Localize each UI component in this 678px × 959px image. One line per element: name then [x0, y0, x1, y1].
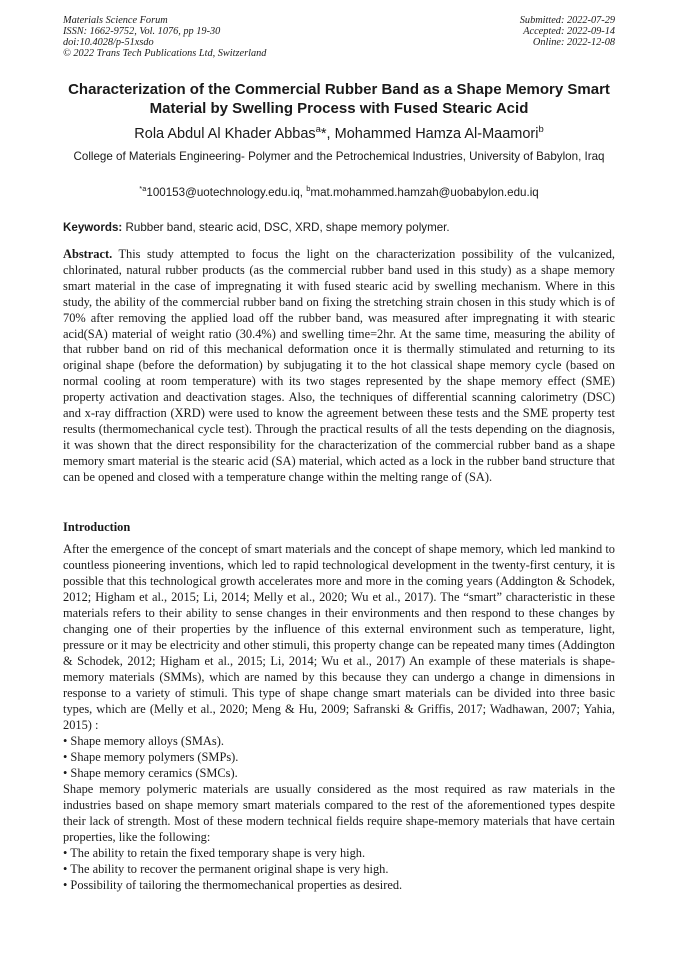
email-a[interactable]: 100153@uotechnology.edu.iq,: [146, 186, 307, 199]
list-item: • Shape memory ceramics (SMCs).: [63, 766, 238, 780]
email-b[interactable]: mat.mohammed.hamzah@uobabylon.edu.iq: [310, 186, 539, 199]
author-line: [40, 125, 638, 143]
journal-name: Materials Science Forum: [63, 15, 168, 26]
keywords-text: Rubber band, stearic acid, DSC, XRD, shape memory polymer.: [122, 221, 450, 234]
journal-info: [63, 15, 266, 59]
date-submitted: Submitted: 2022-07-29: [519, 15, 615, 26]
journal-issn: ISSN: 1662-9752, Vol. 1076, pp 19-30: [63, 26, 221, 37]
abstract-text: This study attempted to focus the light on the characterization possibility of the vulcanized, chlorinated, natural rubber products (as the commercial rubber band used in this study) as a shape memory smart material in the case of impregnating it with fused stearic acid by swelling mechanism. Where in this study, the ability of the commercial rubber band on fixing the stretching strain chosen in this study which is of 70% after removing the applied load off the rubber band, was measured after impregnating it with stearic acid(SA) material of weight ratio (30.4%) and swelling time=2hr. At the same time, measuring the ability of that rubber band on rid of this mechanical deformation once it is thermally stimulated and returning to its original shape (before the deformation) by subjugating it to the hot classical shape memory cycle (based on normal cooling at room temperature) with its two stages represented by the shape memory effect (SME) property activation and deactivation stages. Also, the techniques of differential scanning calorimetry (DSC) and x-ray diffraction (XRD) were used to know the agreement between these tests and the SME property test results (thermomechanical cycle test). Through the practical results of all the tests depending on the diagnosis, it was shown that the direct responsibility for the characterization of the commercial rubber band as a shape memory smart material is the stearic acid (SA) material, which acted as a lock in the rubber band structure that can be opened and closed with a temperature change within the melting range of (SA).: [63, 247, 615, 484]
email-star: *: [139, 184, 143, 194]
email-a-marker: a: [142, 184, 147, 194]
date-accepted: Accepted: 2022-09-14: [523, 26, 615, 37]
email-line: [40, 185, 638, 200]
page-header: [63, 15, 615, 63]
journal-doi[interactable]: doi:10.4028/p-51xsdo: [63, 37, 154, 48]
list-item: • The ability to recover the permanent original shape is very high.: [63, 862, 389, 876]
list-item: • Shape memory polymers (SMPs).: [63, 750, 239, 764]
author-1: Rola Abdul Al Khader Abbas: [134, 126, 316, 142]
affiliation: College of Materials Engineering- Polymer and the Petrochemical Industries, University of Babylon, Iraq: [73, 150, 605, 163]
date-online: Online: 2022-12-08: [532, 37, 615, 48]
list-item: • The ability to retain the fixed temporary shape is very high.: [63, 846, 366, 860]
list-item: • Shape memory alloys (SMAs).: [63, 734, 224, 748]
list-item: • Possibility of tailoring the thermomechanical properties as desired.: [63, 878, 403, 892]
publication-dates: [520, 15, 615, 48]
intro-paragraph-1: After the emergence of the concept of smart materials and the concept of shape memory, which led mankind to countless pioneering inventions, which led to rapid technological development in the twenty-first century, it is possible that this technological growth accelerates more and more in the coming years (Addington & Schodek, 2012; Higham et al., 2015; Li, 2014; Melly et al., 2020; Wu et al., 2017). The “smart” characteristic in these materials refers to their ability to sense changes in their environments and then respond to these changes by changing one of their properties by the influence of this external environment such as temperature, light, pressure or it may be electricity and other stimuli, this property change can be repeated many times (Addington & Schodek, 2012; Higham et al., 2015; Li, 2014; Wu et al., 2017) An example of these materials is shape-memory materials (SMMs), which are named by this because they can undergo a change in dimensions in response to a variety of stimuli. This type of shape change smart materials can be divided into three basic types, which are (Melly et al., 2020; Meng & Hu, 2009; Safranski & Griffis, 2017; Wadhawan, 2007; Yahia, 2015) :: [63, 542, 615, 732]
keywords: [63, 220, 615, 235]
keywords-label: Keywords:: [63, 221, 123, 234]
author-1-affil: a: [315, 123, 321, 135]
intro-paragraph-2: Shape memory polymeric materials are usually considered as the most required as raw materials in the industries based on shape memory smart materials compared to the rest of the aforementioned types despite their lack of strength. Most of these modern technical fields require shape-memory materials that have certain properties, like the following:: [63, 782, 615, 844]
abstract: [63, 247, 615, 486]
author-2-affil: b: [538, 123, 544, 135]
corresponding-mark: *,: [320, 126, 335, 142]
introduction-heading: Introduction: [63, 520, 131, 534]
email-b-marker: b: [306, 184, 311, 194]
introduction-body: [63, 541, 615, 893]
paper-title: Characterization of the Commercial Rubber Band as a Shape Memory Smart Material by Swelling Process with Fused Stearic Acid: [68, 81, 610, 117]
author-2: Mohammed Hamza Al-Maamori: [334, 126, 539, 142]
abstract-label: Abstract.: [63, 247, 113, 261]
journal-copyright: © 2022 Trans Tech Publications Ltd, Switzerland: [63, 48, 267, 59]
